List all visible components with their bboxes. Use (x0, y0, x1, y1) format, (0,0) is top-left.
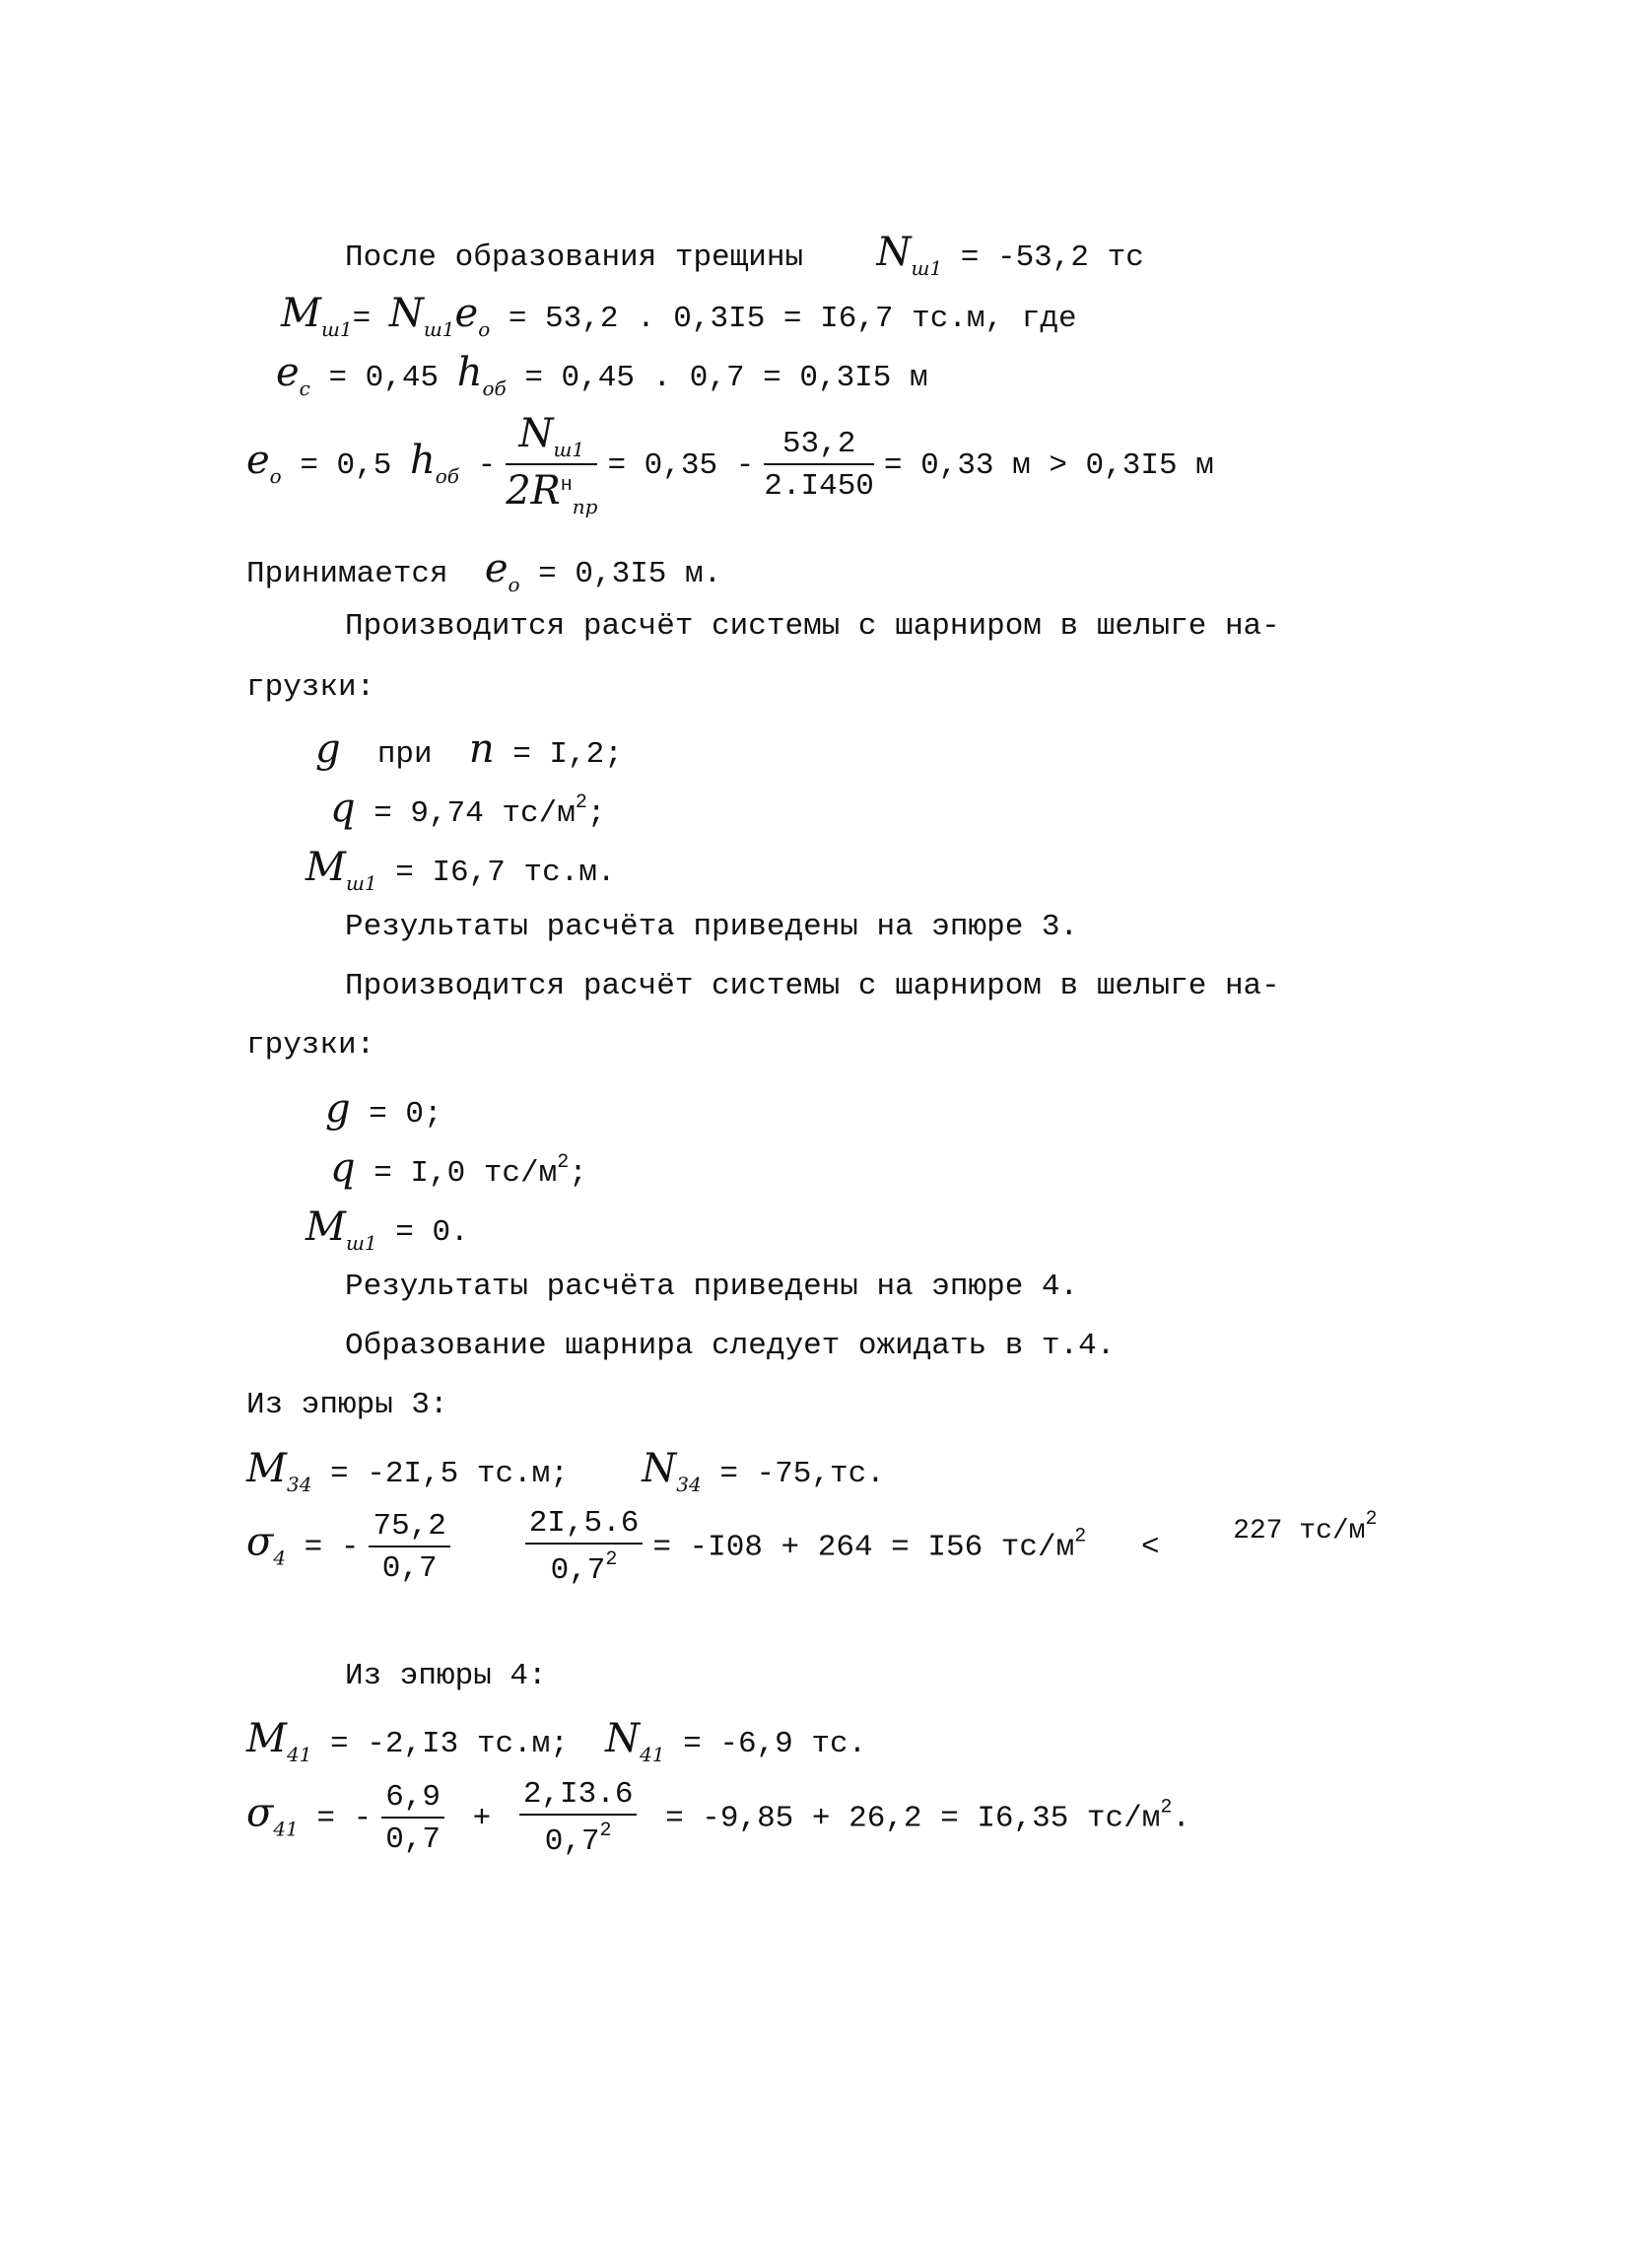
var: g (325, 1086, 351, 1132)
numerator: 2,I3.6 (519, 1779, 638, 1816)
paragraph-line: грузки: (246, 670, 375, 705)
hinge-line: Образование шарнира следует ожидать в т.4. (345, 1329, 1116, 1363)
var: e (276, 350, 300, 395)
formula-m41 (246, 1716, 867, 1766)
text-line-crack (345, 230, 1144, 280)
fraction (369, 1508, 449, 1586)
text: ; (586, 796, 606, 831)
numerator: 6,9 (381, 1782, 444, 1819)
result-line: Результаты расчёта приведены на эпюре 3. (345, 910, 1079, 944)
var: σ (246, 1519, 274, 1565)
var: h (409, 438, 436, 484)
numerator: 53,2 (764, 429, 874, 465)
text: = - (298, 1801, 373, 1836)
text: = -2,I3 тс.м; (311, 1727, 569, 1761)
var: q (330, 786, 356, 831)
text: при (340, 737, 469, 772)
fraction (519, 1779, 638, 1857)
text: = (352, 302, 389, 336)
load-m (305, 845, 616, 895)
text: = 53,2 . 0,3I5 = I6,7 тс.м, где (490, 302, 1077, 336)
var: e (246, 438, 270, 484)
fraction (764, 429, 874, 502)
denominator: 0,7 (381, 1550, 438, 1586)
less-than: < (1141, 1530, 1160, 1565)
superscript: 2 (1365, 1507, 1378, 1531)
superscript: 2 (575, 791, 587, 814)
paragraph-line: Производится расчёт системы с шарниром в шелыге на- (345, 609, 1280, 644)
text: = 0. (376, 1215, 469, 1250)
var: N (388, 291, 424, 336)
text: = -75,тс. (701, 1457, 885, 1491)
denominator: 0,7 (544, 1824, 600, 1859)
fraction (525, 1508, 644, 1586)
subscript: о (508, 573, 520, 596)
section-epure-3: Из эпюры 3: (246, 1388, 448, 1422)
subscript: 34 (286, 1473, 312, 1496)
superscript: 2 (557, 1151, 570, 1174)
load-q (330, 1145, 587, 1191)
superscript: н (560, 474, 573, 497)
var: M (305, 1204, 346, 1250)
superscript: 2 (605, 1548, 618, 1571)
superscript: 2 (1160, 1796, 1173, 1820)
subscript: ш1 (345, 1231, 377, 1255)
subscript: с (299, 377, 310, 400)
var: g (315, 726, 341, 772)
text: ; (569, 1156, 587, 1191)
text: = I,0 тс/м (355, 1156, 558, 1191)
text: = 0,33 м > 0,3I5 м (883, 448, 1214, 484)
subscript: ш1 (553, 438, 585, 461)
text: = 0,35 - (607, 448, 755, 484)
formula-ec (276, 350, 928, 400)
formula-moment (281, 291, 1077, 341)
text: + (472, 1801, 492, 1836)
text: = I,2; (494, 737, 623, 772)
subscript: об (482, 377, 507, 400)
subscript: пр (572, 495, 598, 518)
text: = 0,45 (309, 361, 457, 395)
text: = 0,5 (281, 448, 410, 484)
paragraph-line: Производится расчёт системы с шарниром в шелыге на- (345, 969, 1280, 1003)
text: . (1172, 1801, 1190, 1836)
subscript: 41 (273, 1817, 299, 1841)
text: = 0,3I5 м. (519, 557, 722, 591)
section-epure-4: Из эпюры 4: (345, 1659, 547, 1693)
text: = -2I,5 тс.м; (311, 1457, 569, 1491)
var: 2R (506, 468, 561, 514)
text-accepted (246, 546, 722, 596)
subscript: 41 (640, 1743, 665, 1766)
text: = 9,74 тс/м (355, 796, 576, 831)
formula-eo (246, 411, 1214, 518)
superscript: 2 (1074, 1525, 1087, 1548)
denominator: 2.I450 (764, 469, 874, 504)
denominator: 0,7 (550, 1553, 606, 1588)
load-q (330, 786, 606, 831)
var: h (456, 350, 483, 395)
subscript: ш1 (911, 256, 943, 280)
paragraph-line: грузки: (246, 1028, 375, 1063)
subscript: 4 (273, 1546, 287, 1570)
text: = -6,9 тс. (664, 1727, 867, 1761)
var: N (642, 1446, 677, 1491)
numerator: 2I,5.6 (525, 1508, 644, 1545)
text: = -53,2 тс (942, 241, 1144, 275)
text: = -I08 + 264 = I56 тс/м (652, 1530, 1075, 1565)
var: M (281, 291, 321, 336)
superscript: 2 (599, 1820, 612, 1842)
numerator: 75,2 (369, 1511, 449, 1547)
subscript: 41 (286, 1743, 312, 1766)
var: N (518, 411, 554, 456)
subscript: о (478, 317, 491, 341)
text: = 0,45 . 0,7 = 0,3I5 м (506, 361, 928, 395)
subscript: 34 (676, 1473, 702, 1496)
limit-value: 227 тс/м (1233, 1515, 1366, 1546)
var: e (454, 291, 479, 336)
subscript: ш1 (320, 317, 353, 341)
var: M (305, 845, 346, 890)
subscript: ш1 (345, 871, 377, 895)
load-g (315, 726, 623, 772)
var: M (246, 1446, 287, 1491)
formula-sigma41 (246, 1779, 1190, 1857)
text: = -9,85 + 26,2 = I6,35 тс/м (665, 1801, 1161, 1836)
var: e (484, 546, 509, 591)
text: Принимается (246, 557, 448, 591)
text: - (458, 448, 497, 484)
fraction (381, 1779, 444, 1857)
denominator: 0,7 (385, 1821, 441, 1857)
subscript: ш1 (423, 317, 455, 341)
load-g (325, 1086, 442, 1132)
formula-m34 (246, 1446, 885, 1496)
formula-sigma4 (246, 1508, 1378, 1586)
var: N (605, 1716, 641, 1761)
text: = 0; (350, 1097, 442, 1132)
text: = - (286, 1530, 360, 1565)
result-line: Результаты расчёта приведены на эпюре 4. (345, 1270, 1079, 1304)
var: q (330, 1145, 356, 1191)
text: После образования трещины (345, 241, 804, 275)
var: M (246, 1716, 287, 1761)
var-N: N (876, 230, 912, 275)
var: σ (246, 1790, 274, 1836)
subscript: об (435, 464, 459, 489)
fraction (506, 411, 598, 518)
subscript: о (269, 464, 282, 489)
load-m (305, 1204, 469, 1255)
var: n (468, 726, 495, 772)
text: = I6,7 тс.м. (376, 856, 616, 890)
